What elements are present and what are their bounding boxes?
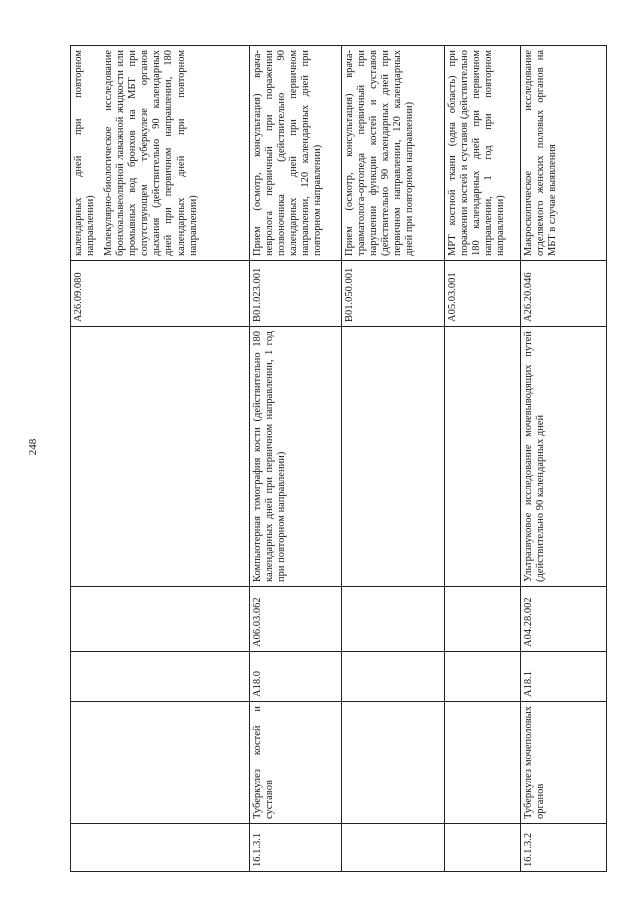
service-description: Молекулярно-биологическое исследование бронхоальвеолярной лаважной жидкости или промывных вод бронхов на МБТ при сопутствующем туберкулезе органов дыхания (действительно 90 календарных дней при первичном направлении, 180 календарных дней при повторном направлении): [103, 50, 199, 256]
table-cell: [71, 587, 250, 652]
table-cell: [342, 587, 445, 652]
table-row: [71, 46, 250, 872]
table-cell: [342, 824, 445, 872]
service-code: B01.050.001: [342, 261, 445, 327]
table-cell: [71, 652, 250, 702]
table-cell: [342, 652, 445, 702]
table-cell: [445, 652, 521, 702]
table-cell: [342, 702, 445, 824]
icd-code: A18.1: [521, 652, 607, 702]
table-cell: [445, 824, 521, 872]
table-cell: [342, 327, 445, 587]
table-cell: [71, 824, 250, 872]
table-cell: [71, 702, 250, 824]
table-cell: [445, 587, 521, 652]
row-number: 16.1.3.2: [521, 824, 607, 872]
table-cell: [71, 46, 250, 261]
table-cell: [445, 702, 521, 824]
service-code: A05.03.001: [445, 261, 521, 327]
rotated-table-wrapper: [70, 46, 606, 872]
service-description: МРТ костной ткани (одна область) при поражении костей и суставов (действительно 180 календарных дней при первичном направлении, 1 год при повторном направлении): [445, 46, 521, 261]
service-description: Компьютерная томография кости (действительно 180 календарных дней при первичном направлении, 1 год при повторном направлении): [250, 327, 342, 587]
services-table: [70, 45, 607, 872]
table-row: [342, 46, 445, 872]
service-code: B01.023.001: [250, 261, 342, 327]
table-row: [250, 46, 342, 872]
page-number: 248: [27, 438, 39, 456]
service-description: Ультразвуковое исследование мочевыводящих путей (действительно 90 календарных дней: [521, 327, 607, 587]
table-cell: [445, 327, 521, 587]
service-code: A04.28.002: [521, 587, 607, 652]
table-row: [445, 46, 521, 872]
service-description: Прием (осмотр, консультация) врача-травматолога-ортопеда первичный при нарушении функции костей и суставов (действительно 90 календарных дней при первичном направлении, 120 календарных дней при повторном направлении): [342, 46, 445, 261]
service-code: A26.20.046: [521, 261, 607, 327]
service-code: A26.09.080: [71, 261, 250, 327]
service-code: A06.03.062: [250, 587, 342, 652]
service-description: Макроскопическое исследование отделяемого женских половых органов на МБТ в случае выявления: [521, 46, 607, 261]
service-description: Прием (осмотр, консультация) врача-невролога первичный при поражении позвоночника (действительно 90 календарных дней при первичном направлении, 120 календарных дней при повторном направлении): [250, 46, 342, 261]
icd-code: A18.0: [250, 652, 342, 702]
table-row: [521, 46, 607, 872]
table-cell: [71, 327, 250, 587]
row-number: 16.1.3.1: [250, 824, 342, 872]
disease-name: Туберкулез мочеполовых органов: [521, 702, 607, 824]
disease-name: Туберкулез костей и суставов: [250, 702, 342, 824]
continuation-text: календарных дней при повторном направлении): [73, 50, 97, 256]
